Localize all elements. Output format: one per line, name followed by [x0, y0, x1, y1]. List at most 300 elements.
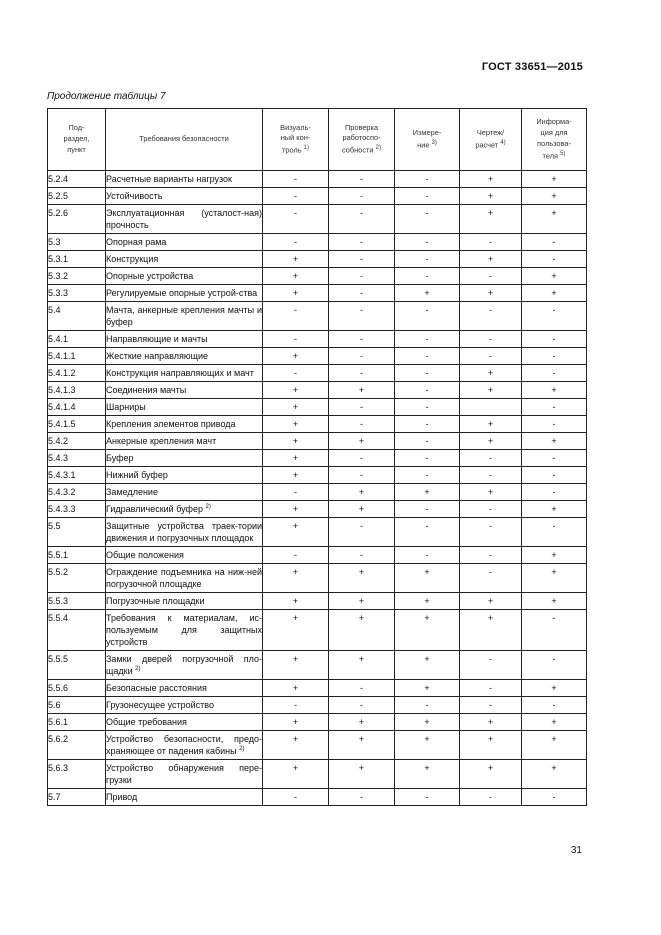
- check-mark: -: [395, 416, 460, 433]
- subsection-number: 5.4.1.2: [48, 365, 106, 382]
- requirement-text: Опорные устройства: [106, 271, 194, 281]
- header-line: ный кон-: [280, 133, 311, 143]
- header-line: Под-: [68, 123, 85, 133]
- subsection-number: 5.4.3: [48, 450, 106, 467]
- subsection-number: 5.6.2: [48, 731, 106, 760]
- table-caption: Продолжение таблицы 7: [47, 91, 166, 102]
- requirement-cell: [106, 302, 263, 331]
- check-mark: -: [329, 547, 395, 564]
- requirement-cell: [106, 382, 263, 399]
- table-row: [48, 268, 587, 285]
- requirement-text: Направляющие и мачты: [106, 334, 208, 344]
- check-mark: +: [460, 382, 522, 399]
- requirement-cell: [106, 188, 263, 205]
- check-mark: -: [263, 789, 329, 806]
- check-mark: -: [329, 450, 395, 467]
- requirement-cell: [106, 348, 263, 365]
- check-mark: -: [329, 518, 395, 547]
- subsection-number: 5.2.5: [48, 188, 106, 205]
- check-mark: -: [395, 501, 460, 518]
- table-row: [48, 171, 587, 188]
- check-mark: -: [263, 205, 329, 234]
- table-row: [48, 467, 587, 484]
- requirements-table: [47, 108, 587, 806]
- check-mark: -: [460, 697, 522, 714]
- check-mark: -: [329, 399, 395, 416]
- check-mark: -: [460, 518, 522, 547]
- check-mark: -: [263, 365, 329, 382]
- requirement-text: Погрузочные площадки: [106, 596, 205, 606]
- check-mark: +: [263, 285, 329, 302]
- check-mark: -: [329, 467, 395, 484]
- table-row: [48, 331, 587, 348]
- check-mark: -: [329, 188, 395, 205]
- check-mark: -: [395, 450, 460, 467]
- requirement-text: Конструкция направляющих и мачт: [106, 368, 254, 378]
- check-mark: -: [329, 365, 395, 382]
- check-mark: -: [522, 651, 587, 680]
- check-mark: +: [395, 484, 460, 501]
- page-number: 31: [570, 845, 582, 856]
- check-mark: -: [263, 331, 329, 348]
- subsection-number: 5.4.1.1: [48, 348, 106, 365]
- check-mark: -: [329, 285, 395, 302]
- check-mark: +: [329, 564, 395, 593]
- header-line: Информа-: [536, 117, 572, 127]
- col-measurement-header: [395, 109, 460, 171]
- check-mark: +: [522, 564, 587, 593]
- requirement-cell: [106, 651, 263, 680]
- check-mark: -: [395, 467, 460, 484]
- requirement-cell: [106, 171, 263, 188]
- requirement-cell: [106, 205, 263, 234]
- header-line: собности: [342, 145, 374, 155]
- requirement-cell: [106, 760, 263, 789]
- check-mark: +: [395, 714, 460, 731]
- check-mark: +: [522, 433, 587, 450]
- requirement-text: Защитные устройства траек-тории движения и погрузочных площадок: [106, 521, 262, 543]
- check-mark: +: [263, 399, 329, 416]
- check-mark: -: [263, 234, 329, 251]
- check-mark: +: [522, 188, 587, 205]
- check-mark: -: [263, 697, 329, 714]
- check-mark: -: [522, 348, 587, 365]
- table-row: [48, 348, 587, 365]
- table-row: [48, 188, 587, 205]
- table-row: [48, 760, 587, 789]
- table-row: [48, 564, 587, 593]
- requirement-text: Устойчивость: [106, 191, 163, 201]
- check-mark: -: [460, 651, 522, 680]
- table-row: [48, 714, 587, 731]
- check-mark: +: [263, 593, 329, 610]
- check-mark: -: [522, 518, 587, 547]
- footnote-ref: 2): [239, 746, 245, 752]
- check-mark: +: [263, 433, 329, 450]
- subsection-number: 5.5.4: [48, 610, 106, 651]
- check-mark: -: [263, 171, 329, 188]
- subsection-number: 5.4.1.5: [48, 416, 106, 433]
- table-row: [48, 399, 587, 416]
- requirement-cell: [106, 714, 263, 731]
- requirement-cell: [106, 285, 263, 302]
- check-mark: +: [460, 188, 522, 205]
- check-mark: +: [263, 450, 329, 467]
- check-mark: +: [522, 593, 587, 610]
- requirement-text: Конструкция: [106, 254, 159, 264]
- check-mark: +: [460, 205, 522, 234]
- check-mark: +: [263, 268, 329, 285]
- requirement-cell: [106, 268, 263, 285]
- check-mark: -: [460, 450, 522, 467]
- table-row: [48, 593, 587, 610]
- check-mark: -: [522, 302, 587, 331]
- check-mark: +: [263, 518, 329, 547]
- check-mark: +: [522, 382, 587, 399]
- requirement-cell: [106, 789, 263, 806]
- header-line: Требования безопасности: [139, 134, 229, 144]
- check-mark: -: [329, 268, 395, 285]
- check-mark: +: [263, 680, 329, 697]
- col-user-info-header: [522, 109, 587, 171]
- check-mark: +: [263, 760, 329, 789]
- requirement-cell: [106, 365, 263, 382]
- table-row: [48, 450, 587, 467]
- table-row: [48, 416, 587, 433]
- requirement-cell: [106, 564, 263, 593]
- requirement-text: Анкерные крепления мачт: [106, 436, 217, 446]
- check-mark: -: [522, 251, 587, 268]
- requirement-text: Ограждение подъемника на ниж-ней погрузочной площадке: [106, 567, 262, 589]
- check-mark: -: [522, 399, 587, 416]
- check-mark: +: [460, 365, 522, 382]
- check-mark: -: [522, 697, 587, 714]
- subsection-number: 5.5.3: [48, 593, 106, 610]
- check-mark: -: [395, 331, 460, 348]
- requirement-text: Эксплуатационная (усталост-ная) прочность: [106, 208, 262, 230]
- subsection-number: 5.6.3: [48, 760, 106, 789]
- check-mark: -: [329, 302, 395, 331]
- subsection-number: 5.6: [48, 697, 106, 714]
- subsection-number: 5.5.5: [48, 651, 106, 680]
- table-row: [48, 610, 587, 651]
- check-mark: -: [460, 348, 522, 365]
- check-mark: -: [395, 171, 460, 188]
- check-mark: -: [522, 610, 587, 651]
- check-mark: +: [395, 564, 460, 593]
- header-line: раздел,: [63, 134, 90, 144]
- check-mark: -: [395, 251, 460, 268]
- requirement-text: Гидравлический буфер: [106, 504, 203, 514]
- requirement-text: Общие положения: [106, 550, 184, 560]
- header-line: расчет: [475, 140, 499, 150]
- requirement-cell: [106, 680, 263, 697]
- check-mark: -: [329, 205, 395, 234]
- footnote-ref: 1): [303, 145, 309, 152]
- requirement-cell: [106, 331, 263, 348]
- requirement-cell: [106, 234, 263, 251]
- requirement-text: Опорная рама: [106, 237, 167, 247]
- table-row: [48, 302, 587, 331]
- check-mark: -: [460, 789, 522, 806]
- subsection-number: 5.7: [48, 789, 106, 806]
- check-mark: +: [263, 651, 329, 680]
- check-mark: -: [329, 697, 395, 714]
- check-mark: +: [522, 285, 587, 302]
- table-row: [48, 789, 587, 806]
- check-mark: -: [329, 234, 395, 251]
- check-mark: +: [329, 593, 395, 610]
- check-mark: -: [395, 399, 460, 416]
- header-line: Измере-: [412, 128, 442, 138]
- check-mark: -: [395, 382, 460, 399]
- check-mark: +: [329, 501, 395, 518]
- check-mark: -: [522, 416, 587, 433]
- check-mark: +: [460, 714, 522, 731]
- check-mark: +: [460, 484, 522, 501]
- check-mark: -: [329, 251, 395, 268]
- check-mark: -: [522, 484, 587, 501]
- check-mark: +: [522, 171, 587, 188]
- subsection-number: 5.3: [48, 234, 106, 251]
- header-line: Чертеж/: [476, 128, 505, 138]
- check-mark: +: [395, 285, 460, 302]
- check-mark: +: [460, 433, 522, 450]
- check-mark: +: [329, 610, 395, 651]
- check-mark: +: [522, 680, 587, 697]
- header-line: Проверка: [344, 122, 379, 132]
- requirement-text: Безопасные расстояния: [106, 683, 207, 693]
- requirement-text: Буфер: [106, 453, 134, 463]
- check-mark: +: [395, 680, 460, 697]
- footnote-ref: 4): [500, 139, 506, 146]
- table-row: [48, 697, 587, 714]
- requirement-text: Требования к материалам, ис-пользуемым для защитных устройств: [106, 613, 262, 647]
- check-mark: -: [395, 547, 460, 564]
- footnote-ref: 2): [205, 504, 211, 510]
- requirement-text: Регулируемые опорные устрой-ства: [106, 288, 258, 298]
- requirement-text: Грузонесущее устройство: [106, 700, 214, 710]
- header-line: теля: [542, 150, 559, 160]
- check-mark: +: [522, 501, 587, 518]
- subsection-number: 5.2.6: [48, 205, 106, 234]
- subsection-number: 5.4.3.2: [48, 484, 106, 501]
- check-mark: -: [395, 365, 460, 382]
- check-mark: +: [460, 760, 522, 789]
- table-header-row: [48, 109, 587, 171]
- subsection-number: 5.2.4: [48, 171, 106, 188]
- table-row: [48, 382, 587, 399]
- requirement-cell: [106, 433, 263, 450]
- subsection-number: 5.5.6: [48, 680, 106, 697]
- check-mark: -: [395, 433, 460, 450]
- check-mark: +: [522, 547, 587, 564]
- header-line: пункт: [67, 144, 86, 154]
- check-mark: -: [522, 467, 587, 484]
- check-mark: -: [522, 450, 587, 467]
- check-mark: +: [522, 760, 587, 789]
- check-mark: -: [460, 547, 522, 564]
- check-mark: -: [522, 331, 587, 348]
- check-mark: -: [329, 171, 395, 188]
- check-mark: +: [329, 433, 395, 450]
- header-line: троль: [281, 145, 302, 155]
- check-mark: +: [329, 714, 395, 731]
- check-mark: +: [395, 610, 460, 651]
- check-mark: +: [263, 251, 329, 268]
- table-row: [48, 205, 587, 234]
- subsection-number: 5.3.2: [48, 268, 106, 285]
- table-row: [48, 501, 587, 518]
- table-row: [48, 518, 587, 547]
- check-mark: +: [395, 760, 460, 789]
- check-mark: +: [329, 760, 395, 789]
- requirement-text: Общие требования: [106, 717, 187, 727]
- check-mark: -: [395, 205, 460, 234]
- check-mark: +: [263, 714, 329, 731]
- footnote-ref: 3): [431, 139, 437, 146]
- check-mark: +: [263, 348, 329, 365]
- subsection-number: 5.3.3: [48, 285, 106, 302]
- check-mark: +: [522, 205, 587, 234]
- check-mark: -: [395, 234, 460, 251]
- check-mark: +: [263, 416, 329, 433]
- check-mark: +: [460, 285, 522, 302]
- check-mark: -: [395, 188, 460, 205]
- check-mark: +: [460, 416, 522, 433]
- col-requirements-header: [106, 109, 263, 171]
- requirement-text: Крепления элементов привода: [106, 419, 236, 429]
- table-row: [48, 651, 587, 680]
- header-line: пользова-: [537, 138, 571, 148]
- check-mark: -: [522, 789, 587, 806]
- table-row: [48, 285, 587, 302]
- check-mark: -: [395, 348, 460, 365]
- requirement-cell: [106, 484, 263, 501]
- requirement-cell: [106, 731, 263, 760]
- check-mark: +: [263, 610, 329, 651]
- check-mark: +: [522, 731, 587, 760]
- check-mark: +: [329, 731, 395, 760]
- check-mark: +: [460, 171, 522, 188]
- check-mark: -: [460, 501, 522, 518]
- check-mark: +: [460, 731, 522, 760]
- header-line: ция для: [540, 128, 568, 138]
- requirement-cell: [106, 251, 263, 268]
- check-mark: -: [263, 547, 329, 564]
- check-mark: +: [522, 714, 587, 731]
- requirement-text: Жесткие направляющие: [106, 351, 209, 361]
- footnote-ref: 2): [135, 666, 141, 672]
- requirement-text: Расчетные варианты нагрузок: [106, 174, 232, 184]
- requirement-cell: [106, 501, 263, 518]
- subsection-number: 5.5: [48, 518, 106, 547]
- check-mark: -: [460, 467, 522, 484]
- check-mark: -: [460, 331, 522, 348]
- requirement-cell: [106, 450, 263, 467]
- check-mark: +: [460, 593, 522, 610]
- col-subsection-header: [48, 109, 106, 171]
- header-line: Визуаль-: [280, 122, 311, 132]
- requirement-text: Мачта, анкерные крепления мачты и буфер: [106, 305, 262, 327]
- check-mark: +: [329, 382, 395, 399]
- footnote-ref: 5): [560, 150, 566, 157]
- table-row: [48, 731, 587, 760]
- check-mark: +: [460, 610, 522, 651]
- subsection-number: 5.6.1: [48, 714, 106, 731]
- check-mark: -: [329, 680, 395, 697]
- subsection-number: 5.4.3.1: [48, 467, 106, 484]
- check-mark: [460, 399, 522, 416]
- check-mark: -: [460, 234, 522, 251]
- requirement-cell: [106, 697, 263, 714]
- check-mark: -: [329, 331, 395, 348]
- table-row: [48, 547, 587, 564]
- requirement-cell: [106, 416, 263, 433]
- check-mark: -: [329, 416, 395, 433]
- header-line: работоспо-: [342, 133, 381, 143]
- subsection-number: 5.5.2: [48, 564, 106, 593]
- requirement-cell: [106, 547, 263, 564]
- subsection-number: 5.4: [48, 302, 106, 331]
- check-mark: +: [522, 268, 587, 285]
- check-mark: +: [263, 382, 329, 399]
- table-row: [48, 251, 587, 268]
- check-mark: -: [522, 365, 587, 382]
- requirement-cell: [106, 518, 263, 547]
- requirement-cell: [106, 467, 263, 484]
- check-mark: -: [522, 234, 587, 251]
- check-mark: -: [395, 518, 460, 547]
- col-drawing-calc-header: [460, 109, 522, 171]
- col-operability-check-header: [329, 109, 395, 171]
- check-mark: +: [329, 484, 395, 501]
- check-mark: -: [395, 268, 460, 285]
- check-mark: -: [460, 564, 522, 593]
- check-mark: -: [460, 680, 522, 697]
- table-row: [48, 365, 587, 382]
- check-mark: -: [329, 348, 395, 365]
- requirement-cell: [106, 593, 263, 610]
- check-mark: -: [329, 789, 395, 806]
- subsection-number: 5.5.1: [48, 547, 106, 564]
- check-mark: -: [460, 268, 522, 285]
- check-mark: +: [329, 651, 395, 680]
- header-line: ние: [417, 140, 430, 150]
- table-row: [48, 484, 587, 501]
- check-mark: +: [395, 651, 460, 680]
- requirement-text: Замедление: [106, 487, 158, 497]
- check-mark: +: [263, 564, 329, 593]
- requirement-text: Привод: [106, 792, 138, 802]
- subsection-number: 5.4.3.3: [48, 501, 106, 518]
- requirement-text: Устройство безопасности, предо-храняющее от падения кабины: [106, 734, 262, 756]
- check-mark: -: [263, 484, 329, 501]
- requirement-text: Шарниры: [106, 402, 146, 412]
- table-row: [48, 234, 587, 251]
- subsection-number: 5.4.2: [48, 433, 106, 450]
- subsection-number: 5.4.1.3: [48, 382, 106, 399]
- check-mark: -: [460, 302, 522, 331]
- subsection-number: 5.4.1.4: [48, 399, 106, 416]
- subsection-number: 5.3.1: [48, 251, 106, 268]
- check-mark: +: [263, 501, 329, 518]
- requirement-text: Замки дверей погрузочной пло-щадки: [106, 654, 262, 676]
- check-mark: +: [263, 731, 329, 760]
- requirement-cell: [106, 610, 263, 651]
- requirement-text: Устройство обнаружения пере-грузки: [106, 763, 262, 785]
- check-mark: -: [263, 188, 329, 205]
